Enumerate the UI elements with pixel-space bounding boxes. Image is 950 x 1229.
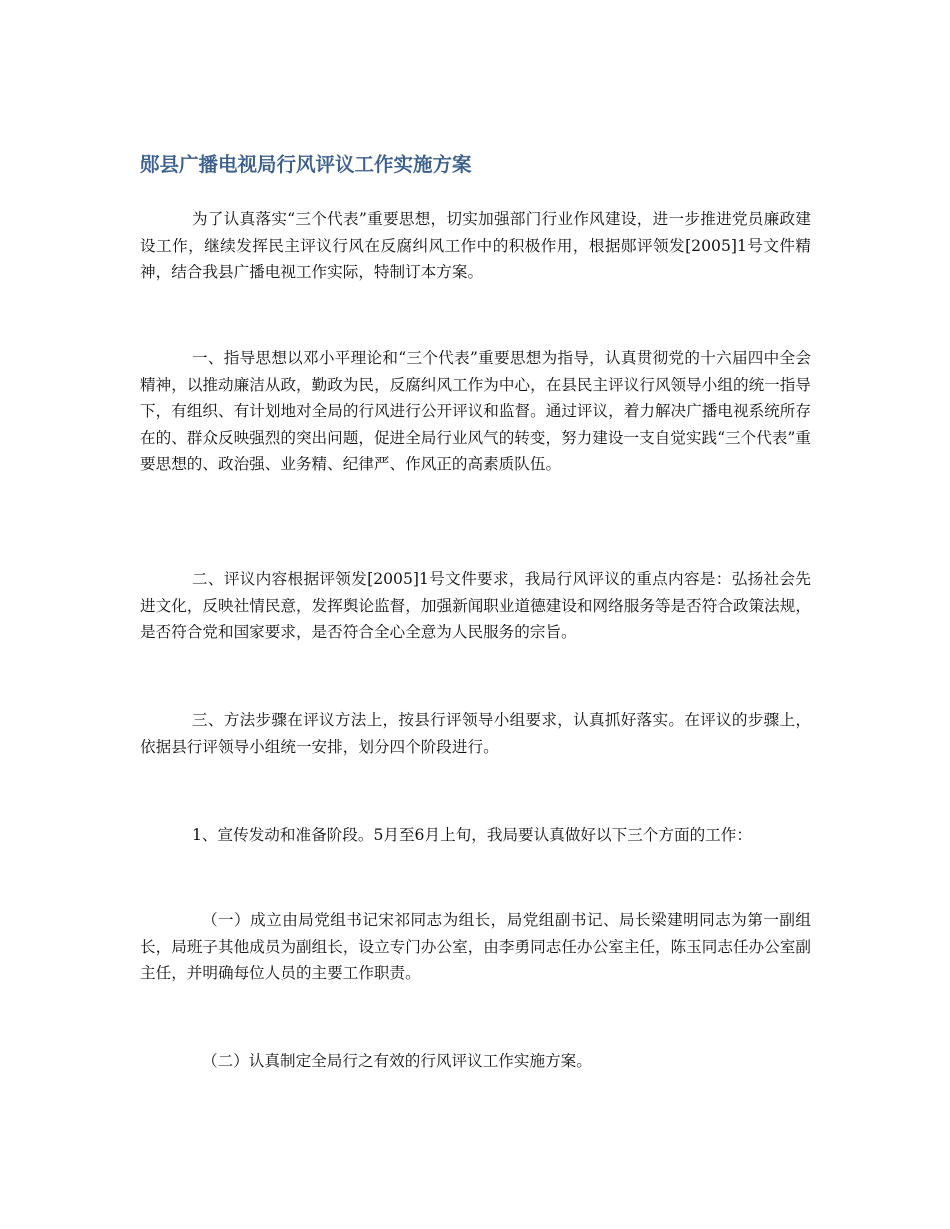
document-title: 郧县广播电视局行风评议工作实施方案: [140, 153, 472, 176]
paragraph-evaluation-content: 二、评议内容根据评领发[2005]1号文件要求，我局行风评议的重点内容是：弘扬社会先进文化，反映社情民意，发挥舆论监督，加强新闻职业道德建设和网络服务等是否符合政策法规，是否符合党和国家要求，是否符合全心全意为人民服务的宗旨。: [140, 570, 811, 641]
paragraph-item-two: （二）认真制定全局行之有效的行风评议工作实施方案。: [202, 1052, 592, 1070]
paragraph-intro: 为了认真落实“三个代表”重要思想，切实加强部门行业作风建设，进一步推进党员廉政建设工作，继续发挥民主评议行风在反腐纠风工作中的积极作用，根据郧评领发[2005]1号文件精神，结合我县广播电视工作实际，特制订本方案。: [140, 210, 811, 281]
paragraph-guiding-principle: 一、指导思想以邓小平理论和“三个代表”重要思想为指导，认真贯彻党的十六届四中全会精神，以推动廉洁从政，勤政为民，反腐纠风工作为中心，在县民主评议行风领导小组的统一指导下，有组织、有计划地对全局的行风进行公开评议和监督。通过评议，着力解决广播电视系统所存在的、群众反映强烈的突出问题，促进全局行业风气的转变，努力建设一支自觉实践“三个代表”重要思想的、政治强、业务精、纪律严、作风正的高素质队伍。: [140, 349, 811, 473]
paragraph-item-one: （一）成立由局党组书记宋祁同志为组长，局党组副书记、局长梁建明同志为第一副组长，局班子其他成员为副组长，设立专门办公室，由李勇同志任办公室主任，陈玉同志任办公室副主任，并明确每位人员的主要工作职责。: [140, 911, 811, 982]
paragraph-methods-steps: 三、方法步骤在评议方法上，按县行评领导小组要求，认真抓好落实。在评议的步骤上，依据县行评领导小组统一安排，划分四个阶段进行。: [140, 711, 811, 756]
paragraph-stage-one: 1、宣传发动和准备阶段。5月至6月上旬，我局要认真做好以下三个方面的工作：: [192, 826, 752, 844]
